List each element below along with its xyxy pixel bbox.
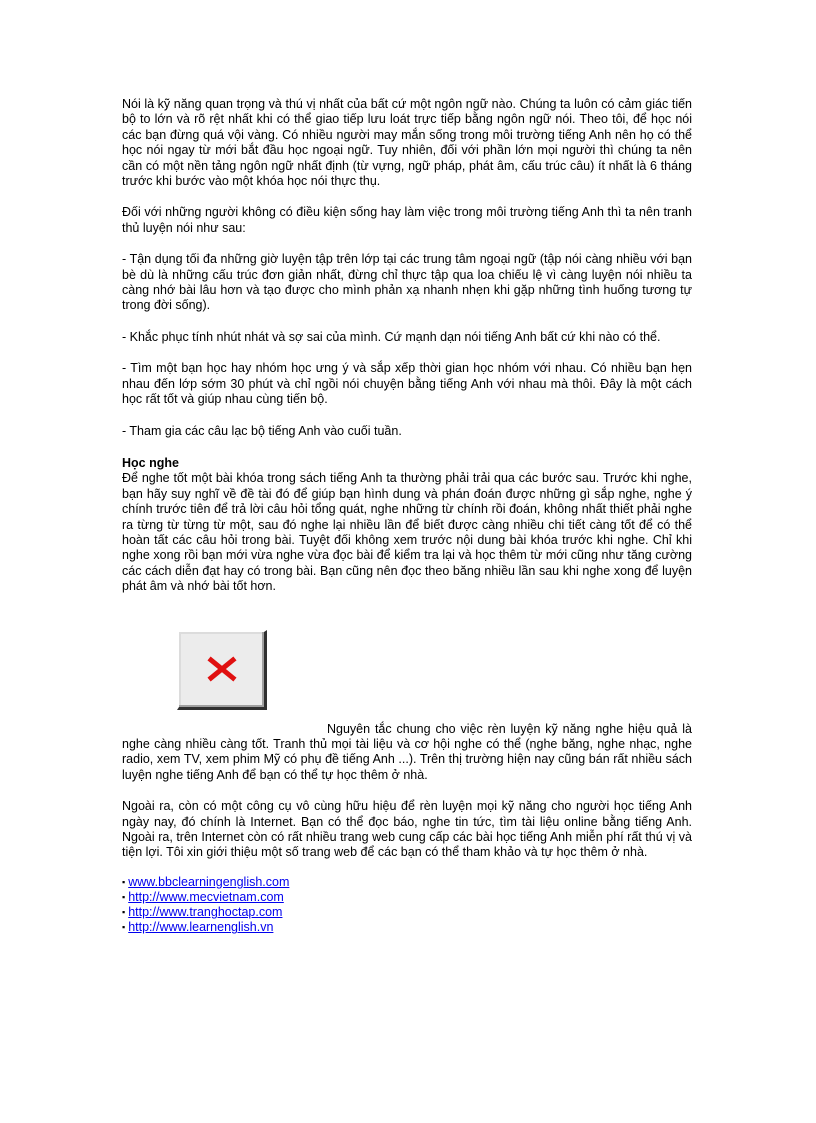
broken-image-icon bbox=[177, 630, 267, 710]
list-item bbox=[122, 890, 692, 905]
speaking-tip-study-group: - Tìm một bạn học hay nhóm học ưng ý và sắp xếp thời gian học nhóm với nhau. Có nhiều bạn hẹn nhau đến lớp sớm 30 phút và chỉ ngồi nói chuyện bằng tiếng Anh với nhau mà thôi. Đây là một cách học rất tốt và giúp nhau cùng tiến bộ. bbox=[122, 361, 692, 407]
red-x-icon bbox=[203, 654, 241, 684]
listening-paragraph-internet: Ngoài ra, còn có một công cụ vô cùng hữu hiệu để rèn luyện mọi kỹ năng cho người học tiếng Anh ngày nay, đó chính là Internet. Bạn có thể đọc báo, nghe tin tức, tìm tài liệu online bằng tiếng Anh. Ngoài ra, trên Internet còn có rất nhiều trang web cung cấp các bài học tiếng Anh miễn phí rất thú vị và tiện lợi. Tôi xin giới thiệu một số trang web để các bạn có thể tham khảo và tự học thêm ở nhà. bbox=[122, 799, 692, 860]
section-heading-listening: Học nghe bbox=[122, 455, 179, 470]
broken-image-placeholder bbox=[177, 630, 267, 710]
bullet-icon: ▪ bbox=[122, 892, 126, 903]
speaking-tip-clubs: - Tham gia các câu lạc bộ tiếng Anh vào cuối tuần. bbox=[122, 423, 402, 438]
link-tranghoctap[interactable]: http://www.tranghoctap.com bbox=[128, 905, 283, 920]
speaking-paragraph-conditions: Đối với những người không có điều kiện sống hay làm việc trong môi trường tiếng Anh thì ta nên tranh thủ luyện nói như sau: bbox=[122, 205, 692, 235]
listening-paragraph-principle: Nguyên tắc chung cho việc rèn luyện kỹ năng nghe hiệu quả là nghe càng nhiều càng tốt. Tranh thủ mọi tài liệu và cơ hội nghe có thể (nghe băng, nghe nhạc, nghe radio, xem TV, xem phim Mỹ có phụ đề tiếng Anh ...). Trên thị trường hiện nay cũng bán rất nhiều sách luyện nghe tiếng Anh để bạn có thể tự học thêm ở nhà. bbox=[122, 721, 692, 782]
bullet-icon: ▪ bbox=[122, 922, 126, 933]
bullet-icon: ▪ bbox=[122, 876, 126, 887]
website-link-list bbox=[122, 875, 692, 936]
speaking-tip-shyness: - Khắc phục tính nhút nhát và sợ sai của mình. Cứ mạnh dạn nói tiếng Anh bất cứ khi nào có thể. bbox=[122, 329, 661, 344]
list-item bbox=[122, 905, 692, 920]
link-mecvietnam[interactable]: http://www.mecvietnam.com bbox=[128, 890, 284, 905]
speaking-tip-class-practice: - Tận dụng tối đa những giờ luyện tập trên lớp tại các trung tâm ngoại ngữ (tập nói càng nhiều với bạn bè dù là những cấu trúc đơn giản nhất, đừng chỉ thực tập qua loa chiếu lệ vì càng luyện nói nhiều ta càng nhớ bài lâu hơn và tạo được cho mình phản xạ nhanh nhẹn khi gặp những tình huống tương tự trong đời sống). bbox=[122, 252, 692, 313]
link-bbclearningenglish[interactable]: www.bbclearningenglish.com bbox=[128, 874, 290, 889]
bullet-icon: ▪ bbox=[122, 907, 126, 918]
speaking-paragraph-intro: Nói là kỹ năng quan trọng và thú vị nhất của bất cứ một ngôn ngữ nào. Chúng ta luôn có cảm giác tiến bộ to lớn và rõ rệt nhất khi có thể giao tiếp lưu loát trực tiếp bằng ngôn ngữ nói. Theo tôi, để học nói các bạn đừng quá vội vàng. Có nhiều người may mắn sống trong môi trường tiếng Anh nên họ có thể học nói ngay từ mới bắt đầu học ngoại ngữ. Tuy nhiên, đối với phần lớn mọi người thì chúng ta nên cần có một nền tảng ngôn ngữ nhất định (từ vựng, ngữ pháp, phát âm, cấu trúc câu) ít nhất là 6 tháng trước khi bước vào một khóa học nói thực thụ. bbox=[122, 97, 692, 189]
document-body bbox=[122, 97, 692, 936]
list-item bbox=[122, 920, 692, 935]
link-learnenglish[interactable]: http://www.learnenglish.vn bbox=[128, 920, 274, 935]
listening-paragraph-steps: Để nghe tốt một bài khóa trong sách tiếng Anh ta thường phải trải qua các bước sau. Trước khi nghe, bạn hãy suy nghĩ về đề tài đó để giúp bạn hình dung và phán đoán được những gì sắp nghe, nghe ý chính trước tiên để trả lời câu hỏi tổng quát, nghe những từ chính rồi đoán, không nhất thiết phải nghe ra từng từ từng từ một, sau đó nghe lại nhiều lần để biết được càng nhiều chi tiết càng tốt để có thể hoàn tất các câu hỏi trong bài. Tuyệt đối không xem trước nội dung bài khóa trước khi nghe. Chỉ khi nghe xong rồi bạn mới vừa nghe vừa đọc bài để kiểm tra lại và học thêm từ mới cũng như tăng cường các cách diễn đạt hay có trong bài. Bạn cũng nên đọc theo băng nhiều lần sau khi nghe xong để luyện phát âm và nhớ bài tốt hơn. bbox=[122, 471, 692, 594]
list-item bbox=[122, 875, 692, 890]
